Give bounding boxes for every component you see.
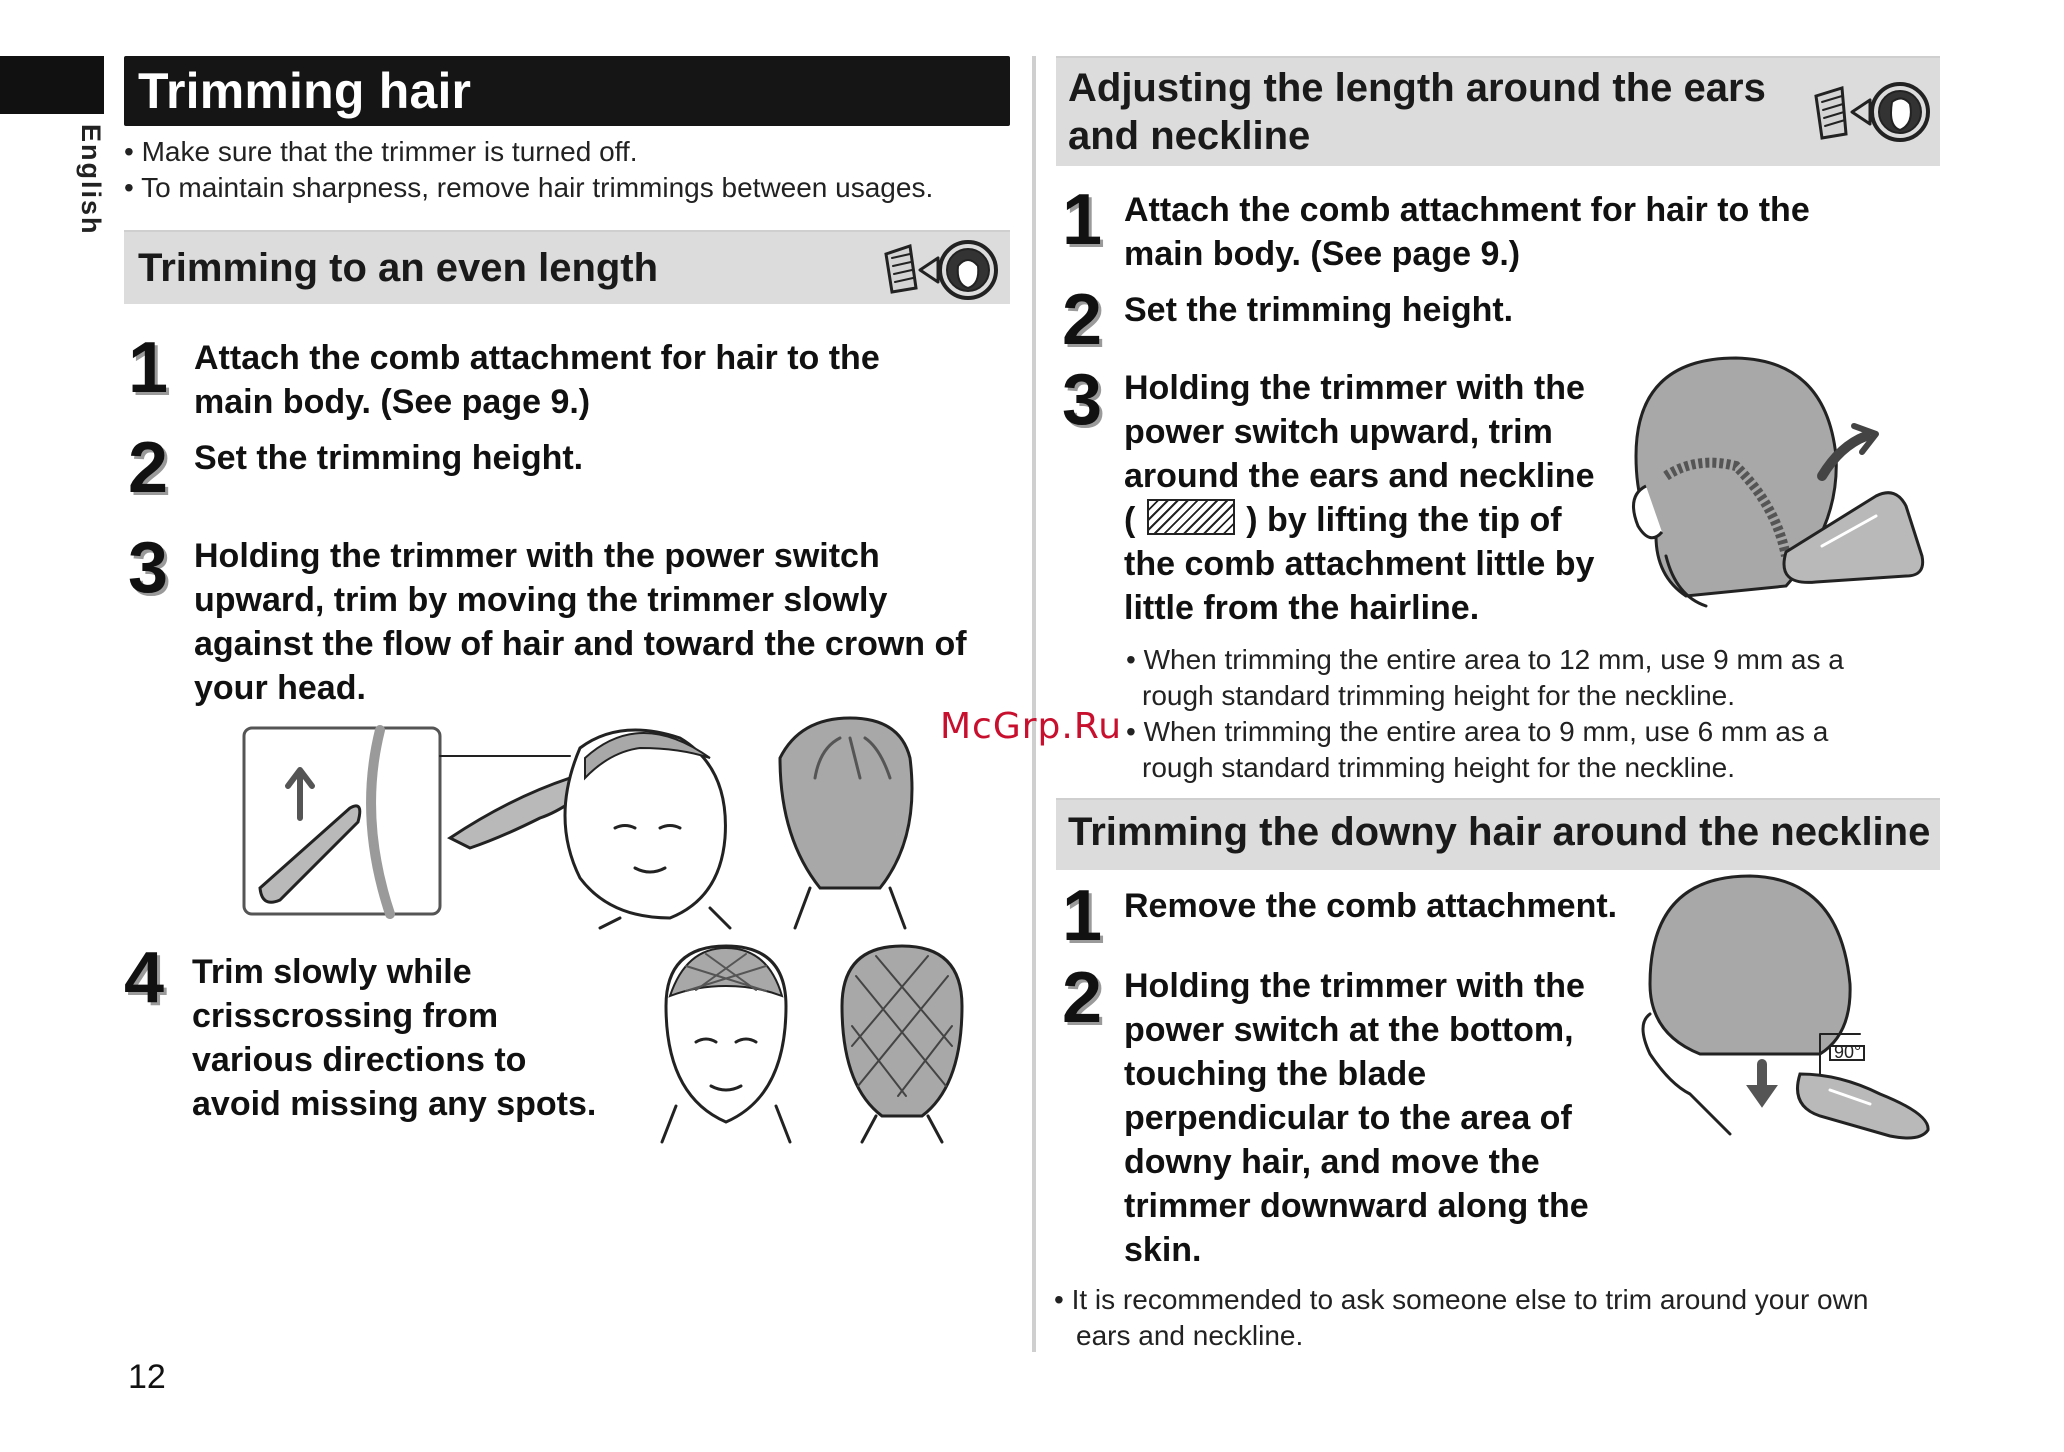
step-text: Holding the trimmer with the power switch upward, trim by moving the trimmer slowly against the flow of hair and toward the crown of your head. (194, 537, 967, 707)
step-number: 3 (128, 528, 169, 608)
step-text: Holding the trimmer with the power switch at the bottom, touching the blade perpendicular to the area of downy hair, and move the trimmer downward along the skin. (1124, 967, 1589, 1269)
intro-bullet: • Make sure that the trimmer is turned off. (124, 136, 638, 167)
column-divider (1032, 56, 1036, 1352)
section-title: Trimming to an even length (138, 246, 659, 290)
step-text: Holding the trimmer with the power switch upward, trim around the ears and neckline ( ) by lifting the tip of the comb attachment little by little from the hairline. (1124, 369, 1595, 627)
watermark: McGrp.Ru (940, 706, 1123, 747)
step-text: Trim slowly while crisscrossing from various directions to avoid missing any spots. (192, 953, 597, 1123)
step-number: 4 (124, 938, 165, 1018)
note-line: • When trimming the entire area to 12 mm, use 9 mm as a (1126, 644, 1844, 675)
page-number: 12 (128, 1358, 166, 1396)
step-number: 2 (1062, 958, 1103, 1038)
note-line: ears and neckline. (1076, 1320, 1304, 1351)
step-number: 3 (1062, 360, 1103, 440)
section-title: Adjusting the length around the ears and neckline (1068, 66, 1766, 158)
angle-label: 90° (1834, 1042, 1862, 1062)
note-line: rough standard trimming height for the neckline. (1142, 680, 1735, 711)
step-text: Set the trimming height. (194, 439, 584, 477)
trimmer-head-icon (880, 236, 1000, 300)
edge-tab (0, 56, 104, 114)
page-title: Trimming hair (138, 63, 472, 119)
step-number: 2 (128, 428, 169, 508)
step-text: Attach the comb attachment for hair to the main body. (See page 9.) (194, 339, 880, 421)
trimming-upward-illustration (240, 718, 900, 928)
step-text: Attach the comb attachment for hair to the main body. (See page 9.) (1124, 191, 1810, 273)
language-tab: English (76, 124, 106, 236)
note-line: rough standard trimming height for the neckline. (1142, 752, 1735, 783)
note-line: • When trimming the entire area to 9 mm, use 6 mm as a (1126, 716, 1829, 747)
trimmer-head-icon (1812, 76, 1932, 146)
intro-bullet: • To maintain sharpness, remove hair trimmings between usages. (124, 172, 934, 203)
crisscross-illustration (656, 946, 976, 1146)
downy-hair-illustration (1640, 874, 1940, 1164)
step-text: Remove the comb attachment. (1124, 887, 1618, 925)
neckline-trimming-illustration (1626, 356, 1936, 616)
step-number: 2 (1062, 280, 1103, 360)
step-number: 1 (1062, 180, 1103, 260)
step-number: 1 (128, 328, 169, 408)
note-line: • It is recommended to ask someone else to trim around your own (1054, 1284, 1869, 1315)
step-text: Set the trimming height. (1124, 291, 1514, 329)
step-number: 1 (1062, 876, 1103, 956)
section-title: Trimming the downy hair around the neckline (1068, 810, 1931, 854)
hatched-area-icon (1147, 499, 1235, 535)
